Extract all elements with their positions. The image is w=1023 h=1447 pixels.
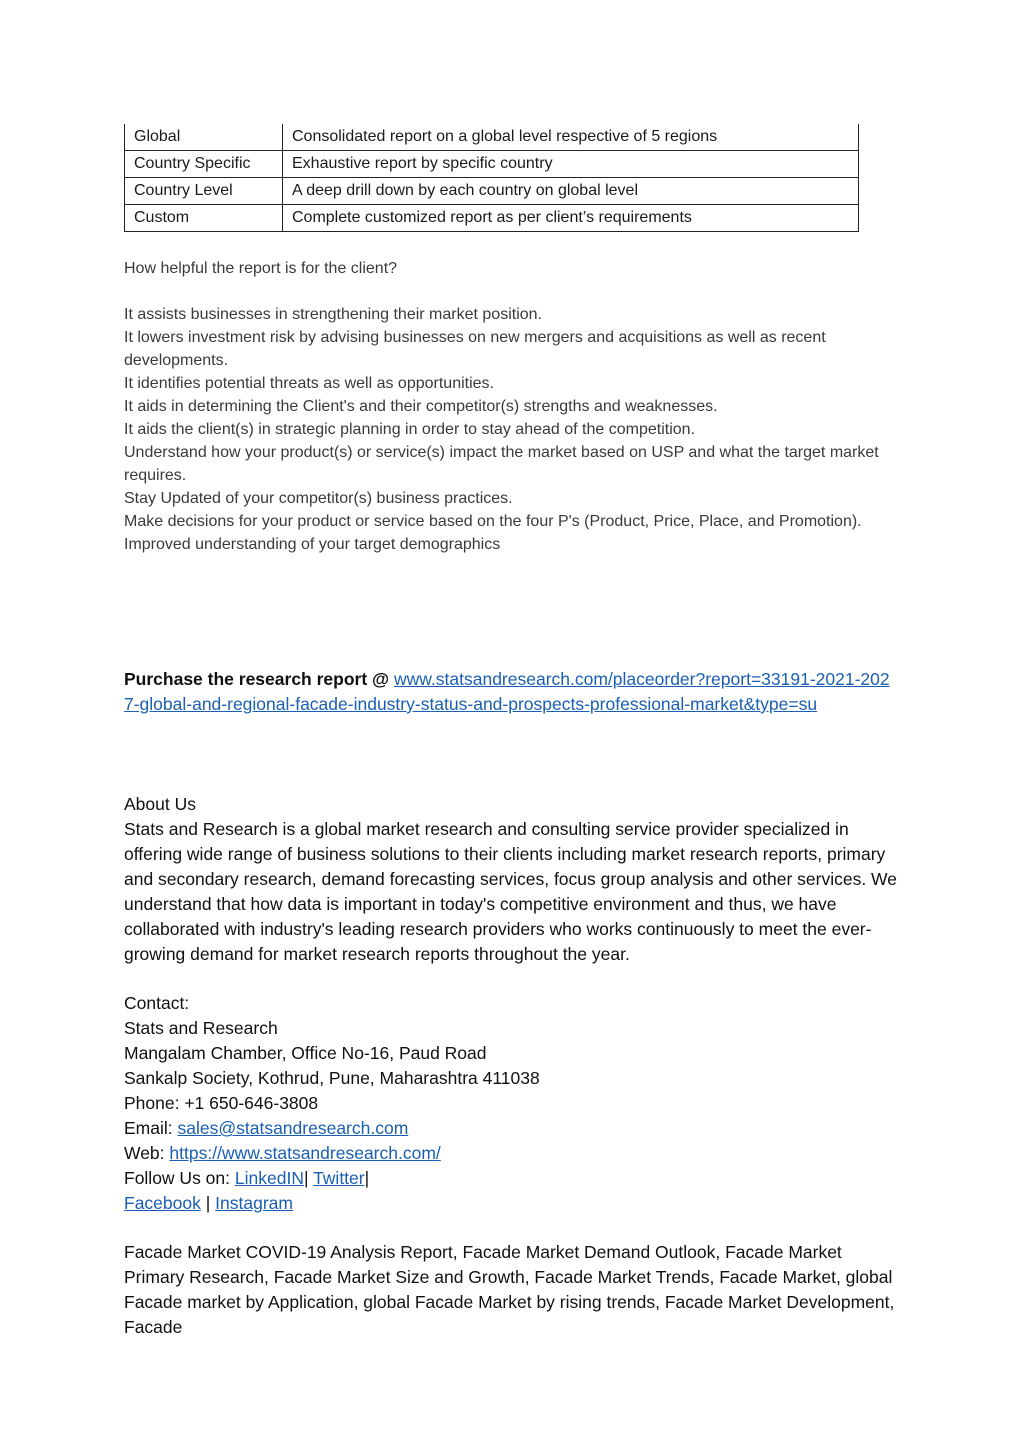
contact-address-line2: Sankalp Society, Kothrud, Pune, Maharashtra 411038	[124, 1068, 540, 1088]
table-row	[125, 151, 859, 178]
contact-company: Stats and Research	[124, 1018, 278, 1038]
facebook-link[interactable]: Facebook	[124, 1193, 201, 1213]
list-item: Make decisions for your product or service based on the four P's (Product, Price, Place, and Promotion).	[124, 513, 862, 530]
email-label: Email:	[124, 1118, 173, 1138]
twitter-link[interactable]: Twitter	[313, 1168, 365, 1188]
about-section	[124, 792, 899, 967]
helpful-points-list	[124, 303, 899, 556]
separator: |	[364, 1168, 370, 1188]
table-row	[125, 124, 859, 151]
contact-phone: Phone: +1 650-646-3808	[124, 1093, 319, 1113]
list-item: It assists businesses in strengthening their market position.	[124, 306, 542, 323]
keywords-section	[124, 1240, 899, 1340]
helpful-heading-block	[124, 257, 899, 280]
contact-address-line1: Mangalam Chamber, Office No-16, Paud Road	[124, 1043, 487, 1063]
list-item: It aids the client(s) in strategic planning in order to stay ahead of the competition.	[124, 421, 695, 438]
purchase-label: Purchase the research report @	[124, 669, 390, 689]
scope-type-cell: Custom	[125, 205, 283, 232]
list-item: It identifies potential threats as well as opportunities.	[124, 375, 494, 392]
follow-us-line	[124, 1166, 899, 1191]
scope-description-cell: Complete customized report as per client’s requirements	[283, 205, 859, 232]
purchase-link[interactable]: www.statsandresearch.com/placeorder?report=33191-2021-2027-global-and-regional-facade-industry-status-and-prospects-professional-market&type=su	[124, 669, 890, 714]
report-scope-table	[124, 124, 859, 232]
follow-label: Follow Us on:	[124, 1168, 231, 1188]
about-body: Stats and Research is a global market research and consulting service provider specialized in offering wide range of business solutions to their clients including market research reports, primary and secondary research, demand forecasting services, focus group analysis and other services. We understand that how data is important in today's competitive environment and thus, we have collaborated with industry's leading research providers who works continuously to meet the ever-growing demand for market research reports throughout the year.	[124, 819, 897, 964]
separator: |	[303, 1168, 309, 1188]
linkedin-link[interactable]: LinkedIN	[234, 1168, 304, 1188]
scope-type-cell: Country Specific	[125, 151, 283, 178]
table-row	[125, 205, 859, 232]
contact-email-line	[124, 1116, 899, 1141]
scope-description-cell: Exhaustive report by specific country	[283, 151, 859, 178]
website-link[interactable]: https://www.statsandresearch.com/	[169, 1143, 441, 1163]
scope-description-cell: A deep drill down by each country on global level	[283, 178, 859, 205]
scope-type-cell: Country Level	[125, 178, 283, 205]
table-row	[125, 178, 859, 205]
scope-description-cell: Consolidated report on a global level respective of 5 regions	[283, 124, 859, 151]
separator: |	[205, 1193, 211, 1213]
instagram-link[interactable]: Instagram	[215, 1193, 293, 1213]
list-item: Understand how your product(s) or service(s) impact the market based on USP and what the target market requires.	[124, 444, 879, 484]
list-item: It aids in determining the Client's and their competitor(s) strengths and weaknesses.	[124, 398, 718, 415]
list-item: It lowers investment risk by advising businesses on new mergers and acquisitions as well as recent developments.	[124, 329, 826, 369]
web-label: Web:	[124, 1143, 165, 1163]
about-heading: About Us	[124, 794, 196, 814]
scope-type-cell: Global	[125, 124, 283, 151]
list-item: Improved understanding of your target demographics	[124, 536, 501, 553]
contact-heading: Contact:	[124, 993, 190, 1013]
social-line	[124, 1191, 899, 1216]
email-link[interactable]: sales@statsandresearch.com	[177, 1118, 409, 1138]
keywords-text: Facade Market COVID-19 Analysis Report, Facade Market Demand Outlook, Facade Market Primary Research, Facade Market Size and Growth, Facade Market Trends, Facade Market, global Facade market by Application, global Facade Market by rising trends, Facade Market Development, Facade	[124, 1242, 895, 1337]
purchase-section	[124, 667, 899, 717]
list-item: Stay Updated of your competitor(s) business practices.	[124, 490, 513, 507]
contact-section	[124, 991, 899, 1216]
contact-web-line	[124, 1141, 899, 1166]
helpful-heading: How helpful the report is for the client?	[124, 260, 398, 277]
